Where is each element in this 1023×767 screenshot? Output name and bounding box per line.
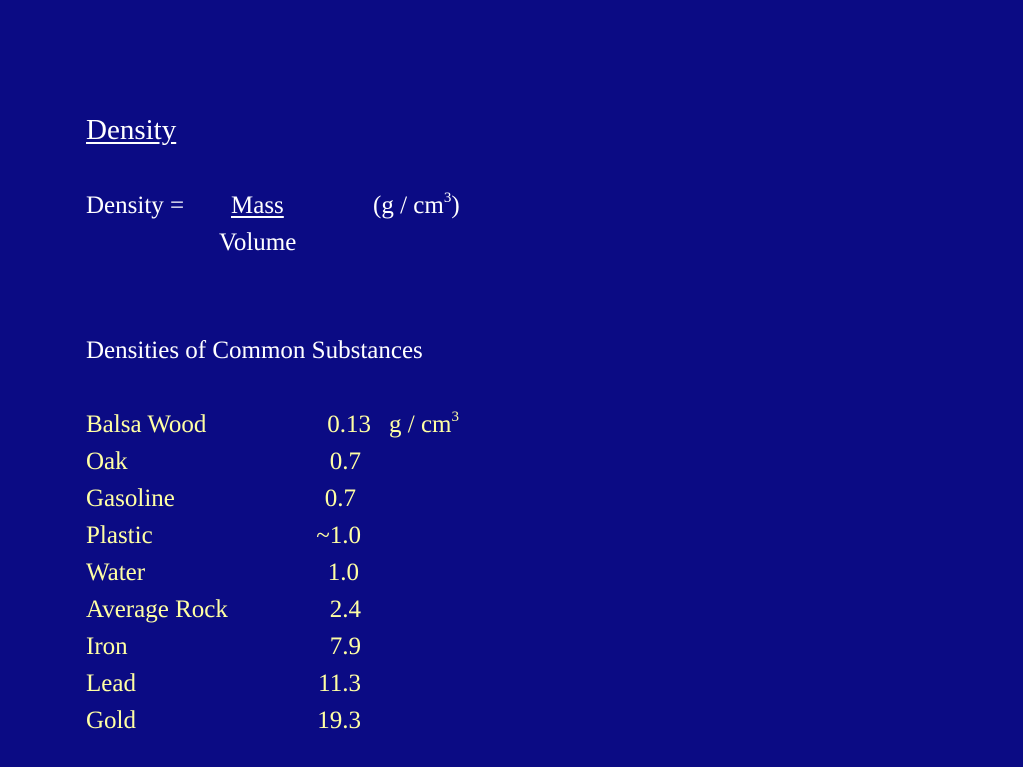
section-subtitle: Densities of Common Substances <box>86 337 423 364</box>
slide-title: Density <box>86 114 177 146</box>
substance-value: 7.9 <box>329 633 361 660</box>
unit-label-text: g / cm <box>389 411 452 438</box>
substance-name: Iron <box>86 633 128 660</box>
substance-name: Balsa Wood <box>86 411 207 438</box>
substance-value: 0.13 <box>327 411 371 438</box>
unit-label-exp: 3 <box>451 408 459 425</box>
formula-denominator: Volume <box>219 229 297 256</box>
formula-units-open: (g / cm <box>373 192 444 219</box>
substance-name: Gasoline <box>86 485 175 512</box>
formula-units-close: ) <box>451 192 460 219</box>
formula-units <box>373 191 460 221</box>
substance-value: 11.3 <box>318 670 361 697</box>
substance-value: 19.3 <box>317 707 361 734</box>
substance-name: Water <box>86 559 146 586</box>
substance-name: Lead <box>86 670 136 697</box>
substance-name: Gold <box>86 707 136 734</box>
substance-value: 2.4 <box>329 596 361 623</box>
substance-name: Plastic <box>86 522 153 549</box>
substance-name: Oak <box>86 448 128 475</box>
unit-label <box>389 410 459 440</box>
substance-value: 1.0 <box>327 559 359 586</box>
substance-name: Average Rock <box>86 596 228 623</box>
substance-value: 0.7 <box>329 448 361 475</box>
formula-numerator: Mass <box>231 192 284 219</box>
substance-value: ~1.0 <box>316 522 361 549</box>
formula-units-exp: 3 <box>443 189 452 206</box>
substance-value: 0.7 <box>324 485 356 512</box>
formula-lhs: Density = <box>86 192 185 219</box>
